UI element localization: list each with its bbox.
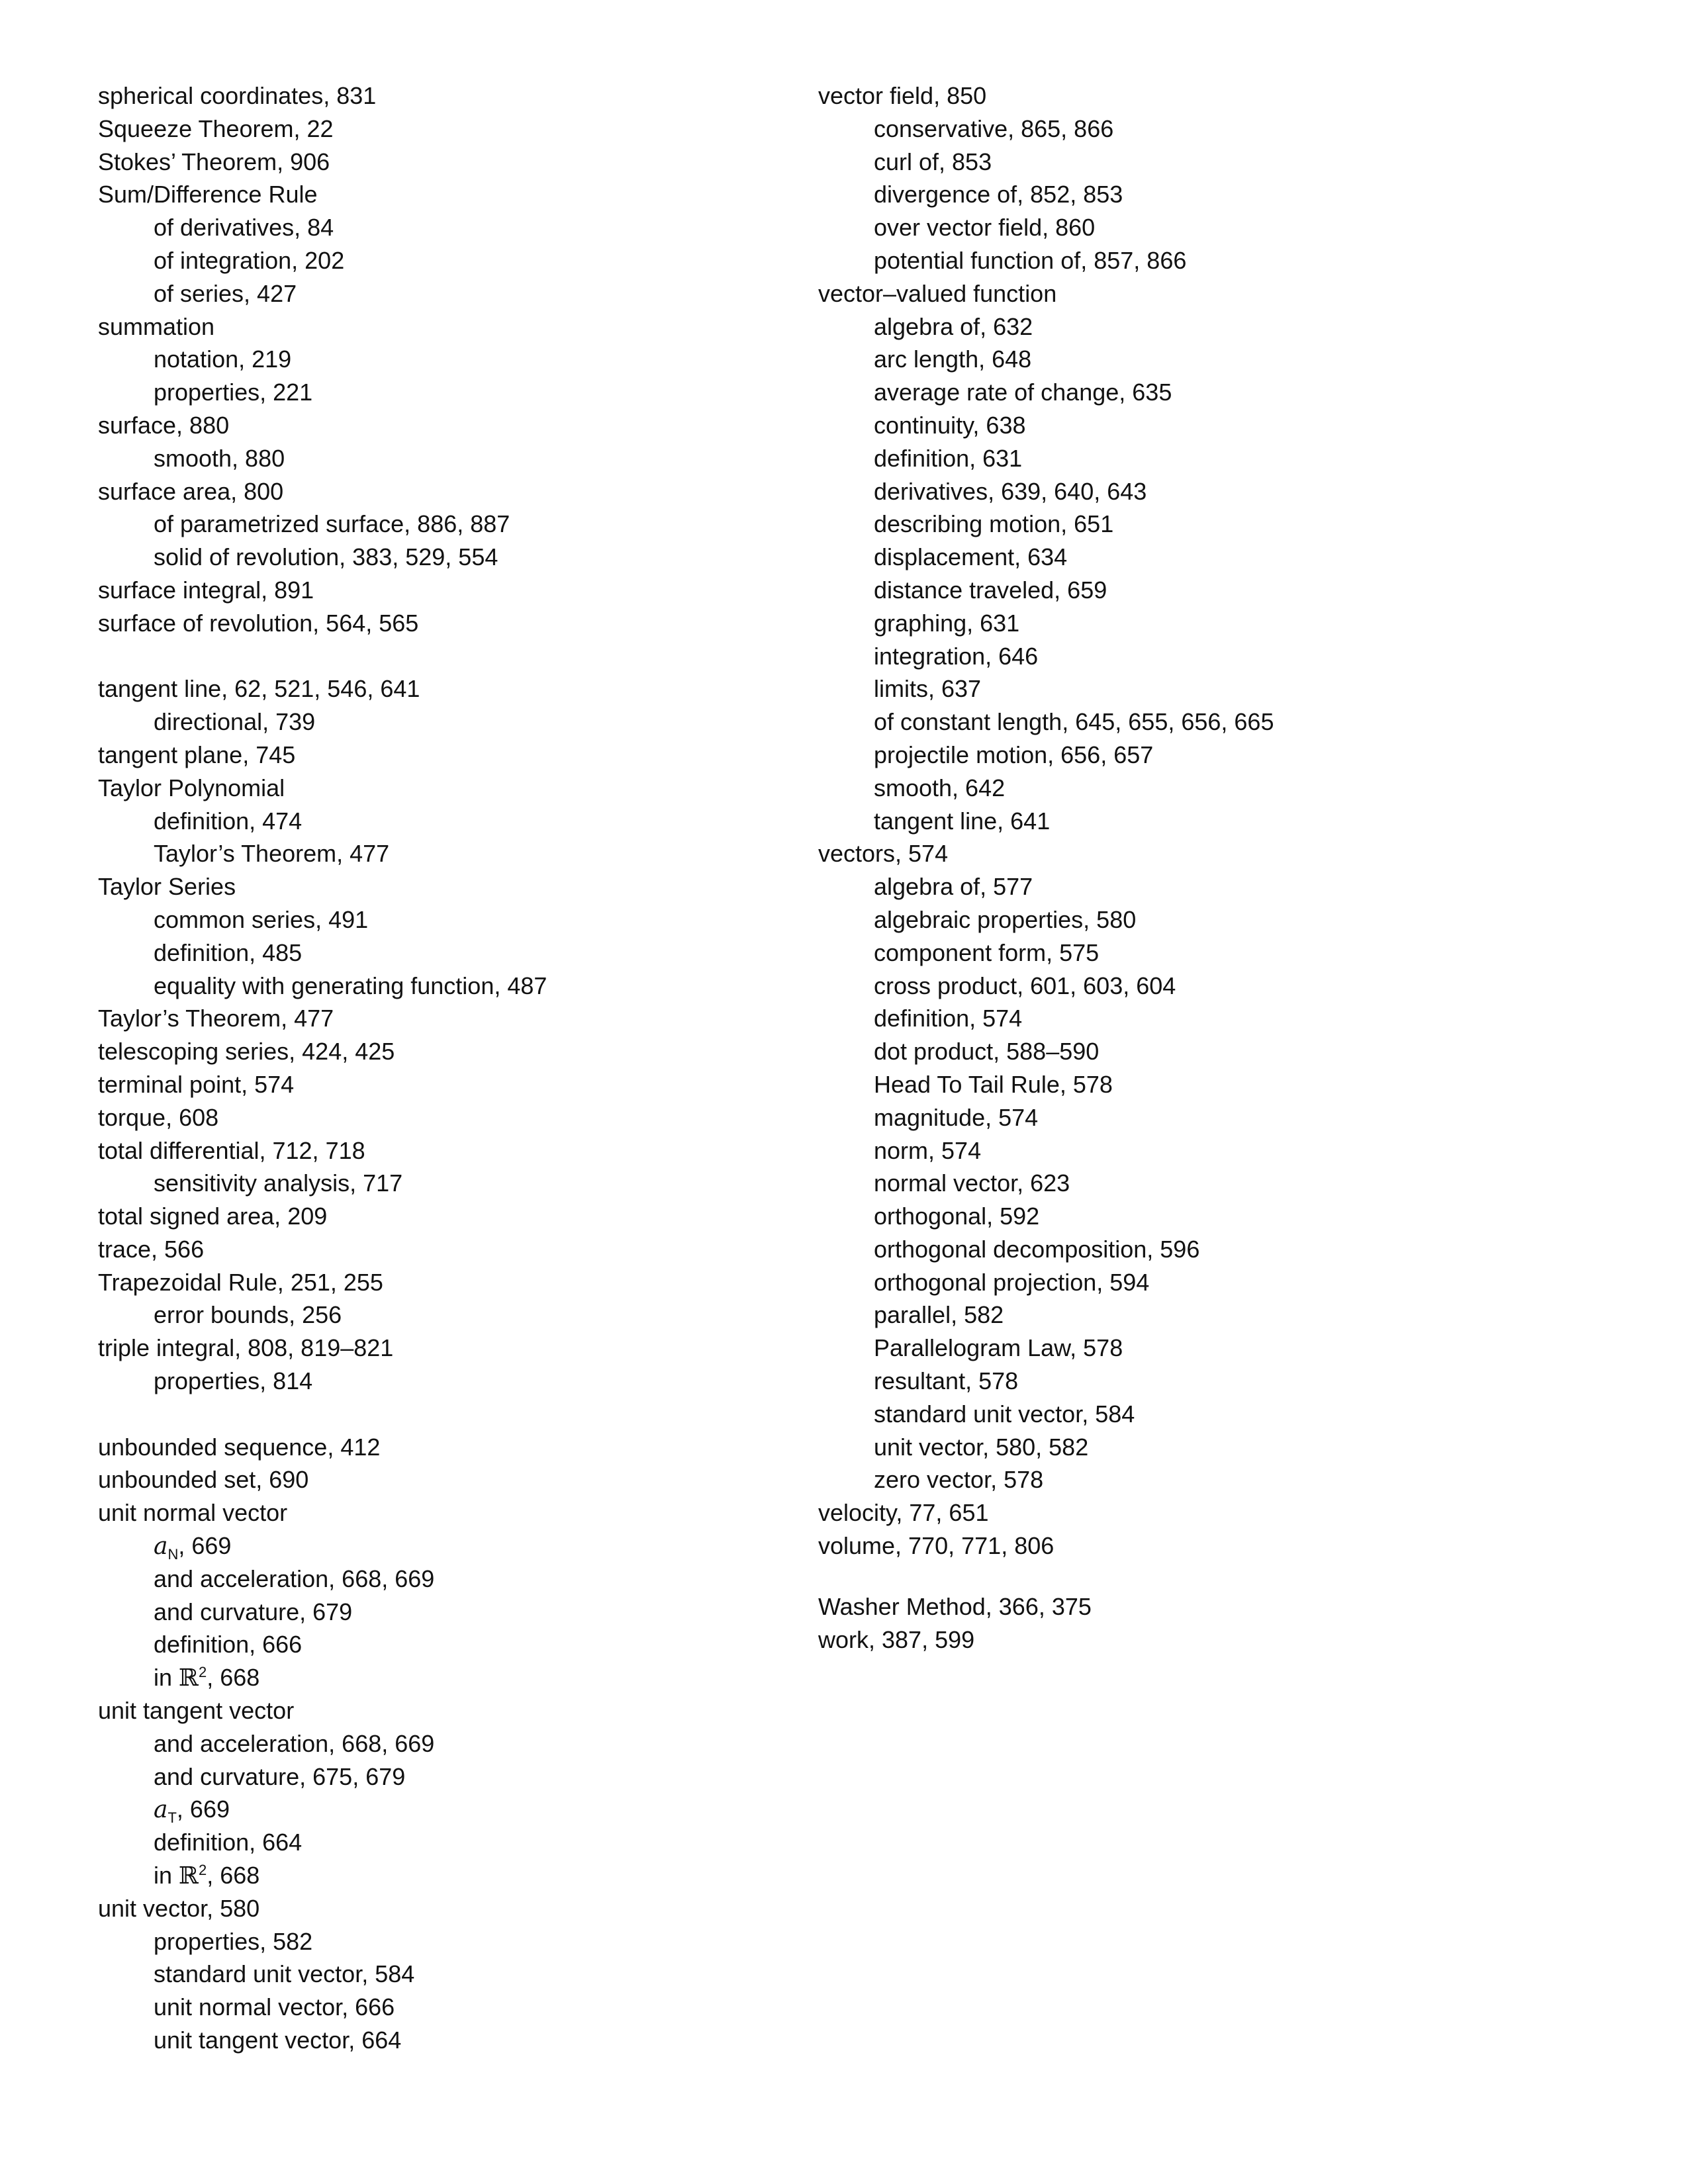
index-subentry: Head To Tail Rule, 578 — [874, 1070, 1113, 1098]
index-subentry: definition, 664 — [154, 1829, 303, 1856]
index-entry: trace, 566 — [98, 1235, 205, 1263]
index-subentry — [98, 1529, 793, 1563]
index-entry: surface, 880 — [98, 411, 230, 439]
index-subentry: curl of, 853 — [874, 148, 992, 175]
index-entry: vector–valued function — [818, 279, 1057, 307]
index-subentry: dot product, 588–590 — [874, 1038, 1100, 1066]
index-column-right — [818, 79, 1513, 1656]
index-subentry: equality with generating function, 487 — [154, 972, 547, 999]
index-subentry: projectile motion, 656, 657 — [874, 741, 1154, 768]
index-subentry: average rate of change, 635 — [874, 379, 1172, 406]
index-subentry: resultant, 578 — [874, 1367, 1019, 1395]
index-subentry: standard unit vector, 584 — [154, 1960, 415, 1988]
index-entry: Stokes’ Theorem, 906 — [98, 148, 330, 175]
page-ref: , 668 — [207, 1862, 260, 1889]
math-superscript: 2 — [198, 1664, 207, 1681]
math-symbol: ℝ — [179, 1862, 199, 1890]
math-symbol: a — [154, 1533, 168, 1561]
index-subentry: arc length, 648 — [874, 345, 1032, 373]
index-subentry: algebra of, 632 — [874, 312, 1033, 340]
index-entry: unit normal vector — [98, 1499, 288, 1527]
index-entry: vectors, 574 — [818, 840, 949, 868]
index-subentry: of constant length, 645, 655, 656, 665 — [874, 708, 1274, 736]
index-subentry: norm, 574 — [874, 1136, 982, 1164]
index-entry: total differential, 712, 718 — [98, 1136, 365, 1164]
index-subentry: properties, 221 — [154, 379, 313, 406]
math-subscript: N — [167, 1546, 179, 1563]
index-subentry: magnitude, 574 — [874, 1103, 1039, 1131]
index-subentry: orthogonal, 592 — [874, 1203, 1040, 1230]
index-subentry: sensitivity analysis, 717 — [154, 1169, 403, 1197]
index-subentry: orthogonal decomposition, 596 — [874, 1235, 1200, 1263]
index-subentry: divergence of, 852, 853 — [874, 181, 1123, 208]
index-subentry: unit vector, 580, 582 — [874, 1433, 1089, 1461]
index-entry: tangent plane, 745 — [98, 741, 296, 768]
index-subentry: definition, 666 — [154, 1631, 303, 1659]
index-subentry: component form, 575 — [874, 938, 1100, 966]
index-subentry: zero vector, 578 — [874, 1466, 1044, 1494]
index-subentry: smooth, 880 — [154, 444, 285, 472]
index-subentry: of derivatives, 84 — [154, 214, 334, 242]
index-subentry: notation, 219 — [154, 345, 292, 373]
index-entry: unbounded sequence, 412 — [98, 1433, 381, 1461]
index-entry: volume, 770, 771, 806 — [818, 1532, 1055, 1560]
index-subentry: unit tangent vector, 664 — [154, 2026, 402, 2054]
index-entry: telescoping series, 424, 425 — [98, 1038, 395, 1066]
index-subentry: of parametrized surface, 886, 887 — [154, 510, 510, 538]
index-entry: terminal point, 574 — [98, 1070, 295, 1098]
index-entry: Sum/Difference Rule — [98, 181, 318, 208]
index-entry: vector field, 850 — [818, 82, 987, 109]
index-subentry: conservative, 865, 866 — [874, 114, 1114, 142]
entry-text: in — [154, 1862, 179, 1889]
index-subentry: potential function of, 857, 866 — [874, 246, 1187, 274]
index-entry: summation — [98, 312, 215, 340]
index-entry: surface integral, 891 — [98, 576, 314, 604]
index-subentry — [98, 1661, 793, 1694]
index-entry: Taylor Polynomial — [98, 774, 285, 801]
math-subscript: T — [167, 1809, 177, 1827]
index-subentry: Parallelogram Law, 578 — [874, 1334, 1123, 1362]
index-entry: velocity, 77, 651 — [818, 1499, 989, 1527]
index-subentry: properties, 814 — [154, 1367, 313, 1395]
index-subentry: integration, 646 — [874, 642, 1039, 670]
index-subentry: limits, 637 — [874, 675, 982, 703]
index-entry: Squeeze Theorem, 22 — [98, 114, 334, 142]
page-ref: , 668 — [207, 1664, 260, 1692]
index-subentry: parallel, 582 — [874, 1301, 1004, 1329]
index-subentry: definition, 631 — [874, 444, 1023, 472]
index-subentry: definition, 574 — [874, 1005, 1023, 1032]
index-subentry: distance traveled, 659 — [874, 576, 1107, 604]
index-entry: unit vector, 580 — [98, 1894, 260, 1922]
index-subentry: definition, 474 — [154, 807, 303, 835]
index-subentry: over vector field, 860 — [874, 214, 1096, 242]
math-symbol: ℝ — [179, 1664, 199, 1692]
index-subentry: standard unit vector, 584 — [874, 1400, 1135, 1428]
index-entry: spherical coordinates, 831 — [98, 82, 377, 109]
index-subentry — [98, 1859, 793, 1892]
index-subentry: and curvature, 679 — [154, 1598, 353, 1625]
page-ref: , 669 — [176, 1796, 230, 1823]
index-subentry: tangent line, 641 — [874, 807, 1051, 835]
index-entry: surface area, 800 — [98, 477, 284, 505]
index-subentry: of series, 427 — [154, 279, 297, 307]
index-subentry: and acceleration, 668, 669 — [154, 1729, 435, 1757]
index-subentry: of integration, 202 — [154, 246, 345, 274]
index-subentry: continuity, 638 — [874, 411, 1026, 439]
page-ref: , 669 — [178, 1532, 232, 1560]
index-subentry: normal vector, 623 — [874, 1169, 1070, 1197]
index-subentry: solid of revolution, 383, 529, 554 — [154, 543, 498, 571]
index-entry: Trapezoidal Rule, 251, 255 — [98, 1268, 383, 1296]
index-entry: triple integral, 808, 819–821 — [98, 1334, 394, 1362]
index-subentry — [98, 1793, 793, 1826]
index-subentry: graphing, 631 — [874, 609, 1020, 637]
index-entry: unit tangent vector — [98, 1697, 295, 1725]
index-entry: tangent line, 62, 521, 546, 641 — [98, 675, 420, 703]
index-entry: torque, 608 — [98, 1103, 219, 1131]
math-symbol: a — [154, 1796, 168, 1824]
index-subentry: derivatives, 639, 640, 643 — [874, 477, 1147, 505]
index-entry: Washer Method, 366, 375 — [818, 1592, 1092, 1620]
index-column-left — [98, 79, 793, 2057]
index-subentry: displacement, 634 — [874, 543, 1068, 571]
index-subentry: error bounds, 256 — [154, 1301, 342, 1329]
index-subentry: algebra of, 577 — [874, 873, 1033, 901]
index-subentry: definition, 485 — [154, 938, 303, 966]
index-subentry: properties, 582 — [154, 1927, 313, 1955]
index-entry: total signed area, 209 — [98, 1203, 328, 1230]
index-subentry: orthogonal projection, 594 — [874, 1268, 1150, 1296]
index-subentry: and acceleration, 668, 669 — [154, 1565, 435, 1592]
index-subentry: Taylor’s Theorem, 477 — [154, 840, 390, 868]
index-entry: Taylor’s Theorem, 477 — [98, 1005, 334, 1032]
index-entry: unbounded set, 690 — [98, 1466, 309, 1494]
index-subentry: cross product, 601, 603, 604 — [874, 972, 1176, 999]
index-subentry: common series, 491 — [154, 905, 369, 933]
index-subentry: algebraic properties, 580 — [874, 905, 1137, 933]
index-subentry: smooth, 642 — [874, 774, 1006, 801]
index-entry: surface of revolution, 564, 565 — [98, 609, 419, 637]
index-subentry: and curvature, 675, 679 — [154, 1762, 406, 1790]
entry-text: in — [154, 1664, 179, 1692]
index-entry: work, 387, 599 — [818, 1625, 975, 1653]
math-superscript: 2 — [198, 1862, 207, 1879]
index-entry: Taylor Series — [98, 873, 236, 901]
index-subentry: directional, 739 — [154, 708, 316, 736]
index-subentry: unit normal vector, 666 — [154, 1993, 395, 2021]
index-subentry: describing motion, 651 — [874, 510, 1114, 538]
